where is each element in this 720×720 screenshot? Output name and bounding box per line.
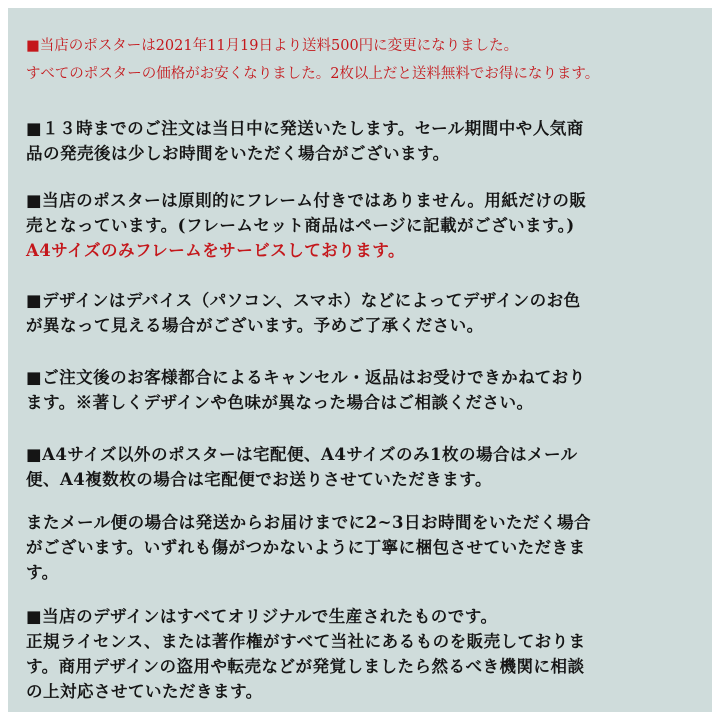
delivery-line-1: ■A4サイズ以外のポスターは宅配便、A4サイズのみ1枚の場合はメール <box>26 445 578 464</box>
shipping-time-line-2: 品の発売後は少しお時間をいただく場合がございます。 <box>26 144 450 163</box>
shipping-fee-notice-line-2: すべてのポスターの価格がお安くなりました。2枚以上だと送料無料でお得になります。 <box>26 66 600 82</box>
original-line-3: す。商用デザインの盗用や転売などが発覚しましたら然るべき機関に相談 <box>26 657 585 676</box>
mail-line-3: す。 <box>26 563 59 582</box>
shipping-fee-notice-line-1: ■当店のポスターは2021年11月19日より送料500円に変更になりました。 <box>26 38 519 54</box>
color-section <box>26 288 698 338</box>
delivery-line-2: 便、A4複数枚の場合は宅配便でお送りさせていただきます。 <box>26 470 492 489</box>
shipping-time-line-1: ■１３時までのご注文は当日中に発送いたします。セール期間中や人気商 <box>26 119 584 138</box>
frame-line-2: 売となっています。(フレームセット商品はページに記載がございます。) <box>26 216 575 235</box>
mail-section <box>26 510 698 585</box>
cancel-section <box>26 365 698 415</box>
cancel-line-1: ■ご注文後のお客様都合によるキャンセル・返品はお受けできかねており <box>26 368 586 387</box>
cancel-line-2: ます。※著しくデザインや色味が異なった場合はご相談ください。 <box>26 393 534 412</box>
frame-section <box>26 188 698 263</box>
original-line-2: 正規ライセンス、または著作権がすべて当社にあるものを販売しておりま <box>26 632 586 651</box>
color-line-1: ■デザインはデバイス（パソコン、スマホ）などによってデザインのお色 <box>26 291 581 310</box>
frame-a4-service-line: A4サイズのみフレームをサービスしております。 <box>26 241 405 260</box>
color-line-2: が異なって見える場合がございます。予めご了承ください。 <box>26 316 484 335</box>
shipping-time-section <box>26 116 698 166</box>
original-design-section <box>26 604 698 704</box>
original-line-4: の上対応させていただきます。 <box>26 682 263 701</box>
mail-line-2: がございます。いずれも傷がつかないように丁寧に梱包させていただきま <box>26 538 586 557</box>
frame-line-1: ■当店のポスターは原則的にフレーム付きではありません。用紙だけの販 <box>26 191 587 210</box>
delivery-section <box>26 442 698 492</box>
original-line-1: ■当店のデザインはすべてオリジナルで生産されたものです。 <box>26 607 498 626</box>
mail-line-1: またメール便の場合は発送からお届けまでに2~3日お時間をいただく場合 <box>26 513 591 532</box>
